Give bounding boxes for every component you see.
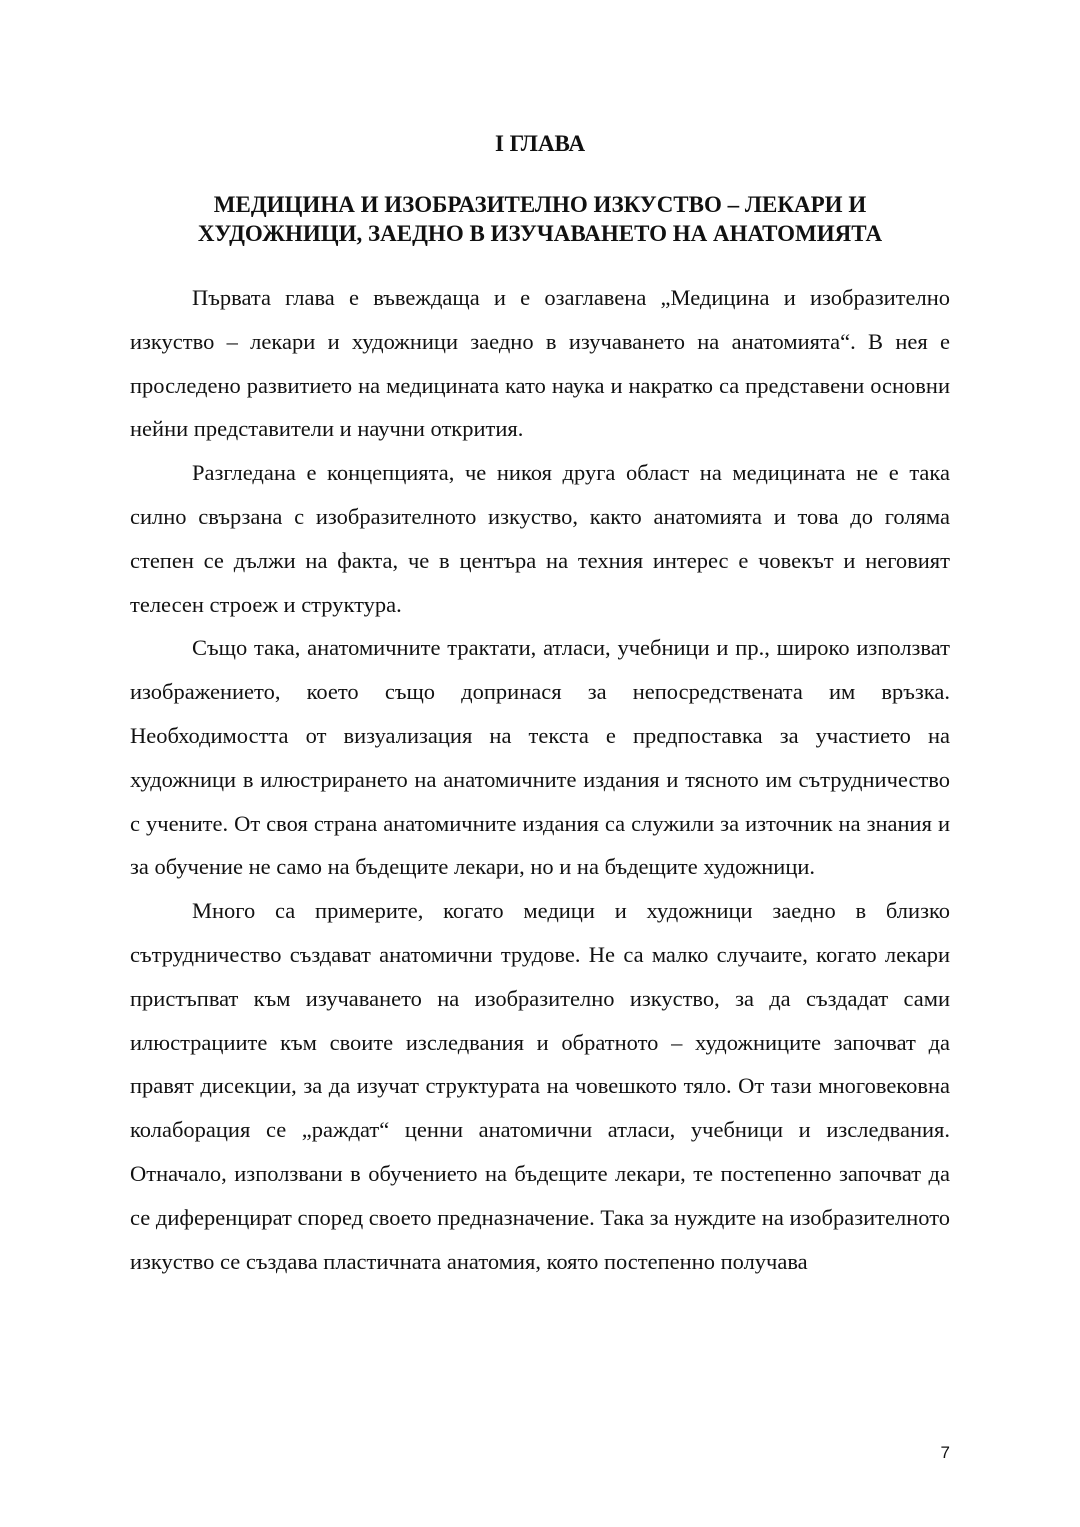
paragraph-4: Много са примерите, когато медици и художници заедно в близко сътрудничество създават анатомични трудове. Не са малко случаите, когато лекари пристъпват към изучаването на изобразително изкуство, за да създадат сами илюстрациите към своите изследвания и обратното – художниците започват да правят дисекции, за да изучат структурата на човешкото тяло. От тази многовековна колаборация се „раждат“ ценни анатомични атласи, учебници и изследвания. Отначало, използвани в обучението на бъдещите лекари, те постепенно започват да се диференцират според своето предназначение. Така за нуждите на изобразителното изкуство се създава пластичната анатомия, която постепенно получава bbox=[130, 898, 950, 1274]
chapter-title-line-1: МЕДИЦИНА И ИЗОБРАЗИТЕЛНО ИЗКУСТВО – ЛЕКАРИ И bbox=[213, 192, 867, 217]
chapter-title-line-2: ХУДОЖНИЦИ, ЗАЕДНО В ИЗУЧАВАНЕТО НА АНАТОМИЯТА bbox=[197, 221, 883, 246]
paragraph-3: Също така, анатомичните трактати, атласи, учебници и пр., широко използват изображението, което също допринася за непосредствената им връзка. Необходимостта от визуализация на текста е предпоставка за участието на художници в илюстрирането на анатомичните издания и тясното им сътрудничество с учените. От своя страна анатомичните издания са служили за източник на знания и за обучение не само на бъдещите лекари, но и на бъдещите художници. bbox=[130, 635, 950, 880]
chapter-title bbox=[130, 190, 950, 248]
page-number: 7 bbox=[940, 1443, 950, 1462]
chapter-heading: I ГЛАВА bbox=[494, 131, 586, 156]
paragraph-1: Първата глава е въвеждаща и е озаглавена „Медицина и изобразително изкуство – лекари и художници заедно в изучаването на анатомията“. В нея е проследено развитието на медицината като наука и накратко са представени основни нейни представители и научни открития. bbox=[130, 285, 950, 442]
paragraph-2: Разгледана е концепцията, че никоя друга област на медицината не е така силно свързана с изобразителното изкуство, както анатомията и това до голяма степен се дължи на факта, че в центъра на техния интерес е човекът и неговият телесен строеж и структура. bbox=[130, 460, 950, 617]
body-text bbox=[130, 276, 950, 1283]
